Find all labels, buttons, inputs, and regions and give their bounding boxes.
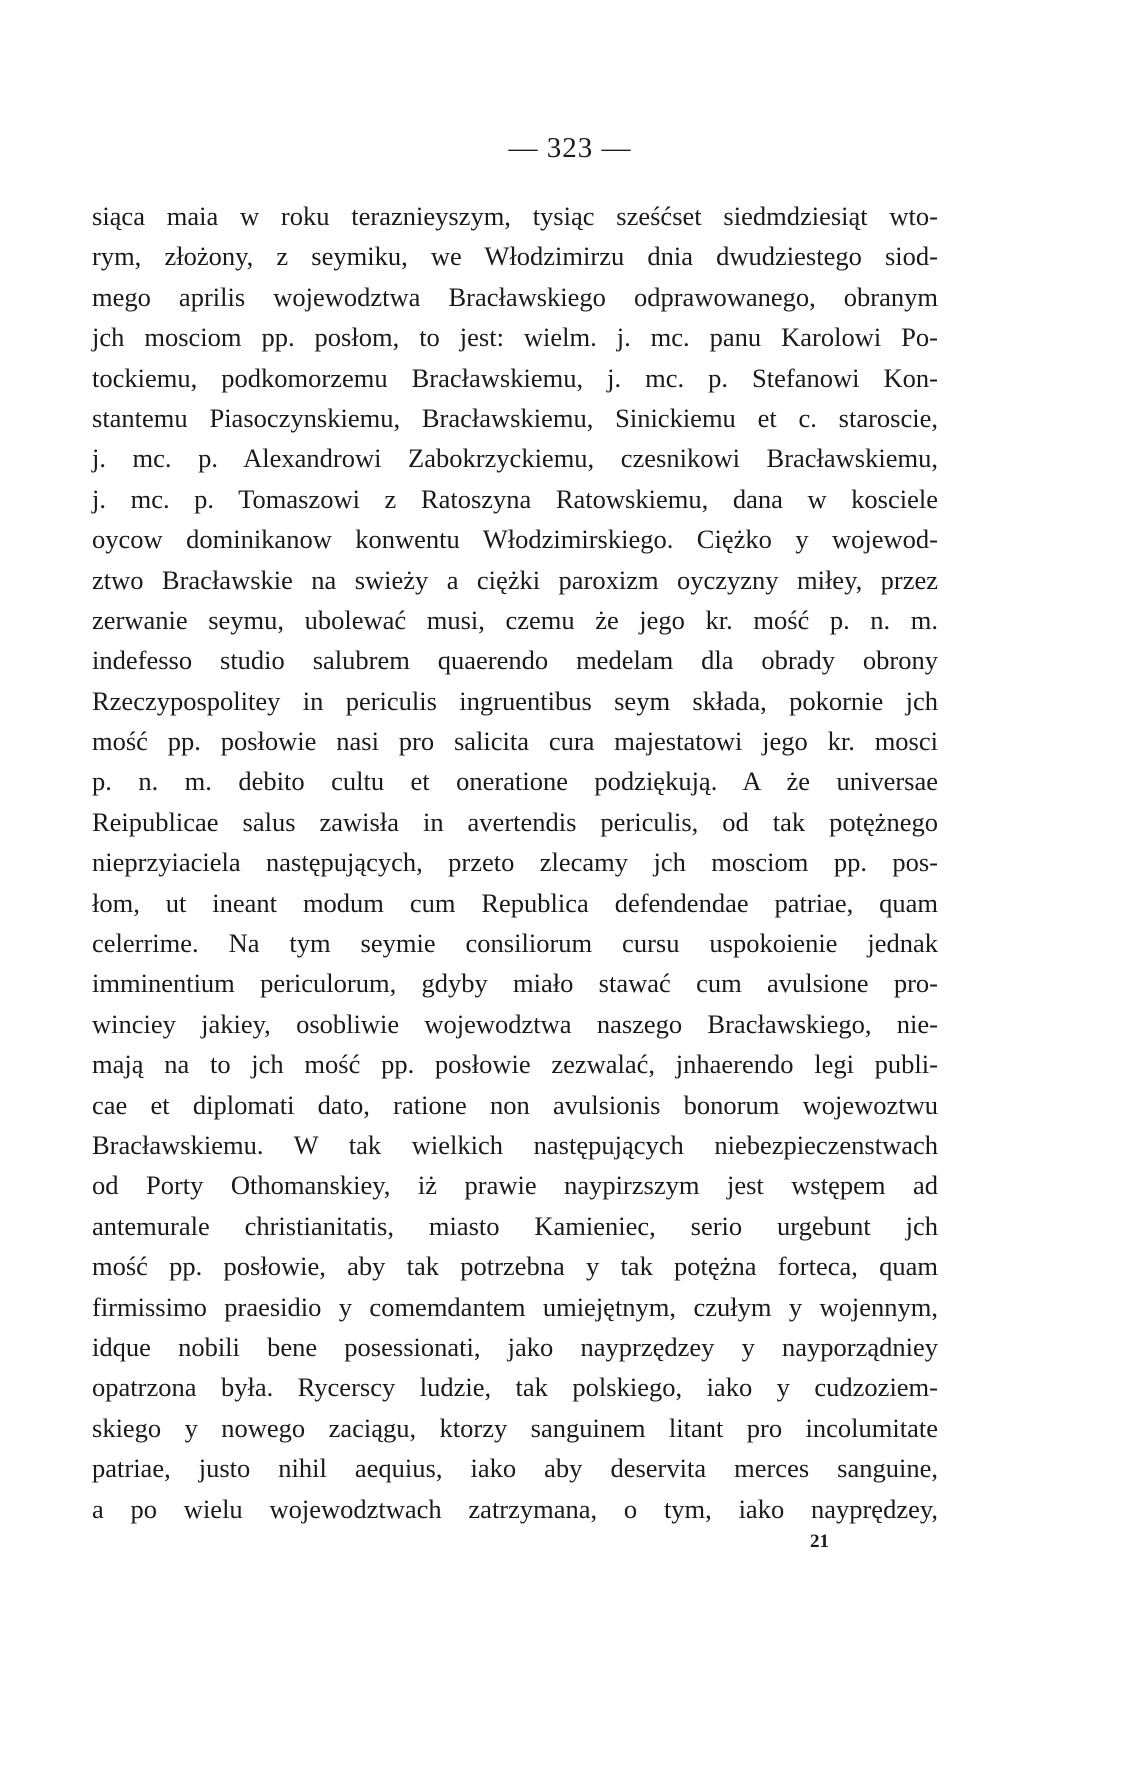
text-line: mają na to jch mość pp. posłowie zezwalać, jnhaerendo legi publi- — [92, 1049, 938, 1080]
text-line: od Porty Othomanskiey, iż prawie naypirzszym jest wstępem ad — [92, 1170, 938, 1201]
signature-mark: 21 — [810, 1531, 829, 1552]
text-line: tockiemu, podkomorzemu Bracławskiemu, j. mc. p. Stefanowi Kon- — [92, 362, 938, 393]
text-line: Rzeczypospolitey in periculis ingruentibus seym składa, pokornie jch — [92, 685, 938, 716]
text-line: mego aprilis wojewodztwa Bracławskiego odprawowanego, obranym — [92, 281, 938, 312]
text-line: opatrzona była. Rycerscy ludzie, tak polskiego, iako y cudzoziem- — [92, 1372, 938, 1403]
text-line: Reipublicae salus zawisła in avertendis periculis, od tak potężnego — [92, 806, 938, 837]
text-line: imminentium periculorum, gdyby miało stawać cum avulsione pro- — [92, 968, 938, 999]
text-line: siąca maia w roku teraznieyszym, tysiąc sześćset siedmdziesiąt wto- — [92, 201, 938, 231]
text-line: antemurale christianitatis, miasto Kamieniec, serio urgebunt jch — [92, 1210, 938, 1241]
text-line: idque nobili bene posessionati, jako nayprzędzey y nayporządniey — [92, 1331, 938, 1362]
text-line: rym, złożony, z seymiku, we Włodzimirzu dnia dwudziestego siod- — [92, 241, 938, 272]
text-line: mość pp. posłowie nasi pro salicita cura majestatowi jego kr. mosci — [92, 726, 938, 757]
text-line: jch mosciom pp. posłom, to jest: wielm. j. mc. panu Karolowi Po- — [92, 322, 938, 353]
text-line: cae et diplomati dato, ratione non avulsionis bonorum wojewoztwu — [92, 1089, 938, 1120]
text-line: j. mc. p. Alexandrowi Zabokrzyckiemu, czesnikowi Bracławskiemu, — [92, 443, 938, 474]
text-line: p. n. m. debito cultu et oneratione podziękują. A że universae — [92, 766, 938, 797]
text-line: oycow dominikanow konwentu Włodzimirskiego. Ciężko y wojewod- — [92, 524, 938, 555]
text-line: mość pp. posłowie, aby tak potrzebna y tak potężna forteca, quam — [92, 1251, 938, 1282]
text-line: zerwanie seymu, ubolewać musi, czemu że jego kr. mość p. n. m. — [92, 604, 938, 635]
text-line: indefesso studio salubrem quaerendo medelam dla obrady obrony — [92, 645, 938, 676]
text-line: winciey jakiey, osobliwie wojewodztwa naszego Bracławskiego, nie- — [92, 1008, 938, 1039]
text-line: a po wielu wojewodztwach zatrzymana, o tym, iako nayprędzey, — [92, 1493, 938, 1524]
body-text — [92, 196, 938, 1529]
text-line: celerrime. Na tym seymie consiliorum cursu uspokoienie jednak — [92, 928, 938, 959]
text-line: skiego y nowego zaciągu, ktorzy sanguinem litant pro incolumitate — [92, 1412, 938, 1443]
text-line: stantemu Piasoczynskiemu, Bracławskiemu, Sinickiemu et c. staroscie, — [92, 402, 938, 433]
text-line: firmissimo praesidio y comemdantem umiejętnym, czułym y wojennym, — [92, 1291, 938, 1322]
text-line: Bracławskiemu. W tak wielkich następujących niebezpieczenstwach — [92, 1129, 938, 1160]
text-line: ztwo Bracławskie na swieży a ciężki paroxizm oyczyzny miłey, przez — [92, 564, 938, 595]
text-line: patriae, justo nihil aequius, iako aby deservita merces sanguine, — [92, 1453, 938, 1484]
page-number: — 323 — — [508, 132, 632, 164]
text-line: nieprzyiaciela następujących, przeto zlecamy jch mosciom pp. pos- — [92, 847, 938, 878]
text-line: łom, ut ineant modum cum Republica defendendae patriae, quam — [92, 887, 938, 918]
text-line: j. mc. p. Tomaszowi z Ratoszyna Ratowskiemu, dana w kosciele — [92, 483, 938, 514]
